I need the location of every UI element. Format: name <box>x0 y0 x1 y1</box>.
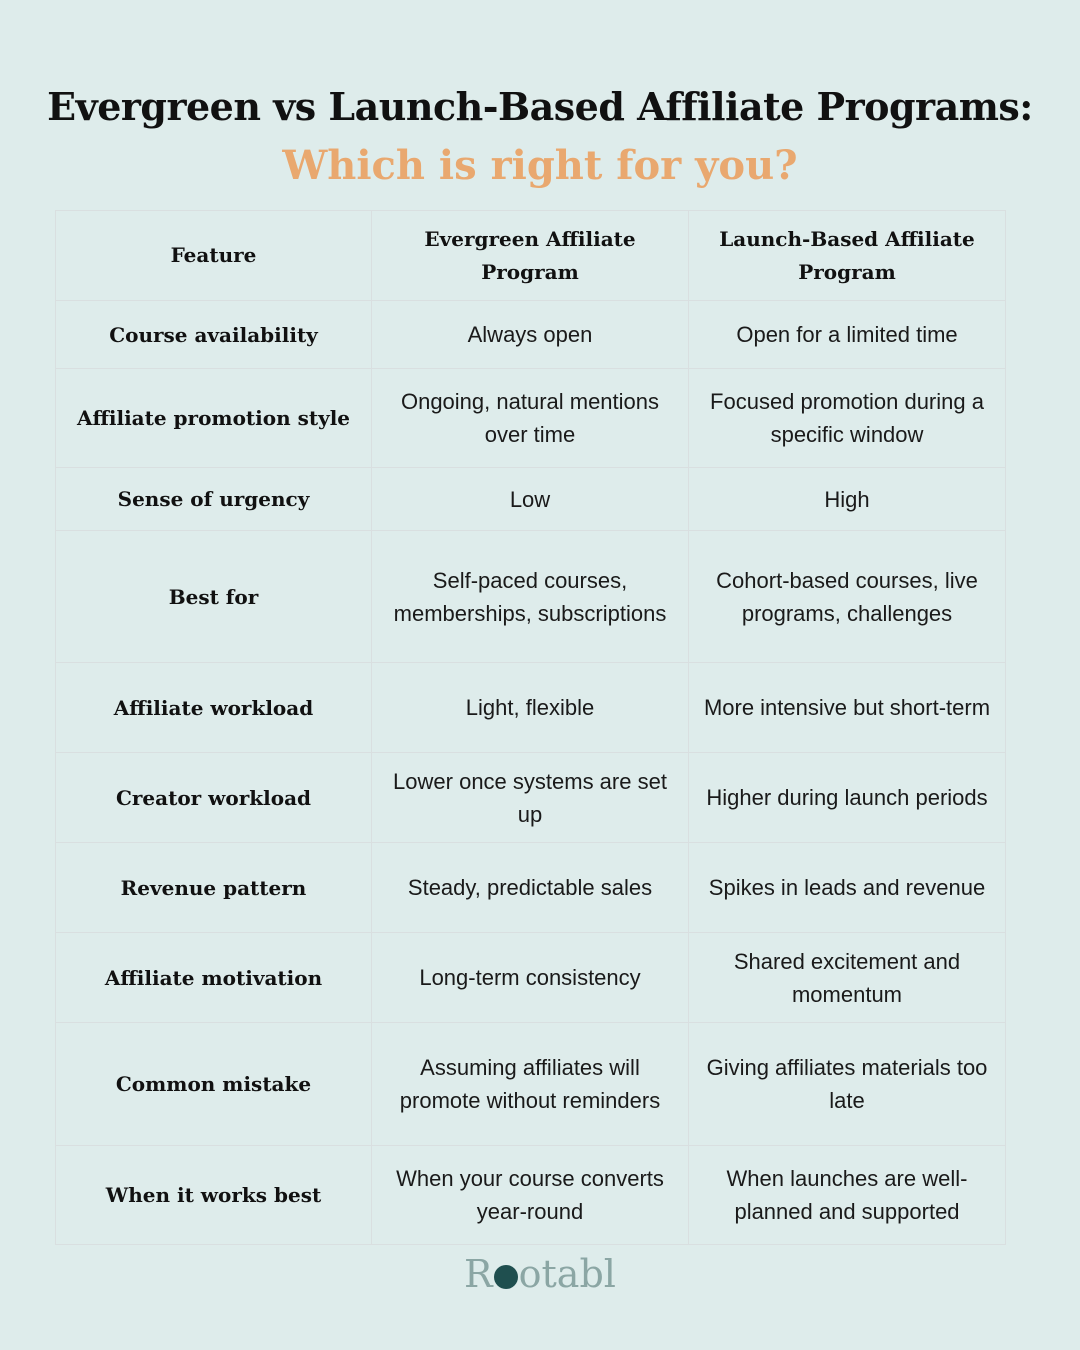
evergreen-cell: Low <box>372 468 689 531</box>
rootabl-logo <box>0 1252 1080 1296</box>
tree-logo-icon <box>494 1265 518 1289</box>
launch-cell: Spikes in leads and revenue <box>689 843 1006 933</box>
table-row <box>56 369 1006 468</box>
evergreen-cell: Always open <box>372 301 689 369</box>
feature-cell: Best for <box>56 531 372 663</box>
comparison-table <box>55 210 1006 1245</box>
feature-cell: Course availability <box>56 301 372 369</box>
evergreen-cell: Steady, predictable sales <box>372 843 689 933</box>
evergreen-cell: Self-paced courses, memberships, subscriptions <box>372 531 689 663</box>
table-row <box>56 1023 1006 1146</box>
evergreen-cell: Assuming affiliates will promote without reminders <box>372 1023 689 1146</box>
launch-cell: More intensive but short-term <box>689 663 1006 753</box>
table-header-row <box>56 211 1006 301</box>
launch-cell: Focused promotion during a specific window <box>689 369 1006 468</box>
feature-cell: When it works best <box>56 1146 372 1245</box>
logo-text-start: R <box>464 1252 493 1296</box>
feature-cell: Common mistake <box>56 1023 372 1146</box>
header-evergreen: Evergreen Affiliate Program <box>372 211 689 301</box>
table-row <box>56 468 1006 531</box>
feature-cell: Revenue pattern <box>56 843 372 933</box>
launch-cell: When launches are well-planned and supported <box>689 1146 1006 1245</box>
evergreen-cell: When your course converts year-round <box>372 1146 689 1245</box>
table-row <box>56 753 1006 843</box>
table-row <box>56 843 1006 933</box>
table-row <box>56 531 1006 663</box>
header-launch: Launch-Based Affiliate Program <box>689 211 1006 301</box>
table-row <box>56 1146 1006 1245</box>
feature-cell: Affiliate motivation <box>56 933 372 1023</box>
evergreen-cell: Long-term consistency <box>372 933 689 1023</box>
table-row <box>56 663 1006 753</box>
launch-cell: High <box>689 468 1006 531</box>
header-feature: Feature <box>56 211 372 301</box>
feature-cell: Creator workload <box>56 753 372 843</box>
launch-cell: Cohort-based courses, live programs, challenges <box>689 531 1006 663</box>
launch-cell: Giving affiliates materials too late <box>689 1023 1006 1146</box>
launch-cell: Open for a limited time <box>689 301 1006 369</box>
feature-cell: Sense of urgency <box>56 468 372 531</box>
feature-cell: Affiliate promotion style <box>56 369 372 468</box>
table-row <box>56 933 1006 1023</box>
evergreen-cell: Light, flexible <box>372 663 689 753</box>
launch-cell: Higher during launch periods <box>689 753 1006 843</box>
evergreen-cell: Lower once systems are set up <box>372 753 689 843</box>
evergreen-cell: Ongoing, natural mentions over time <box>372 369 689 468</box>
logo-text-end: otabl <box>518 1252 616 1296</box>
feature-cell: Affiliate workload <box>56 663 372 753</box>
table-row <box>56 301 1006 369</box>
page-subtitle: Which is right for you? <box>282 142 798 189</box>
page-title: Evergreen vs Launch-Based Affiliate Programs: <box>47 84 1033 129</box>
launch-cell: Shared excitement and momentum <box>689 933 1006 1023</box>
